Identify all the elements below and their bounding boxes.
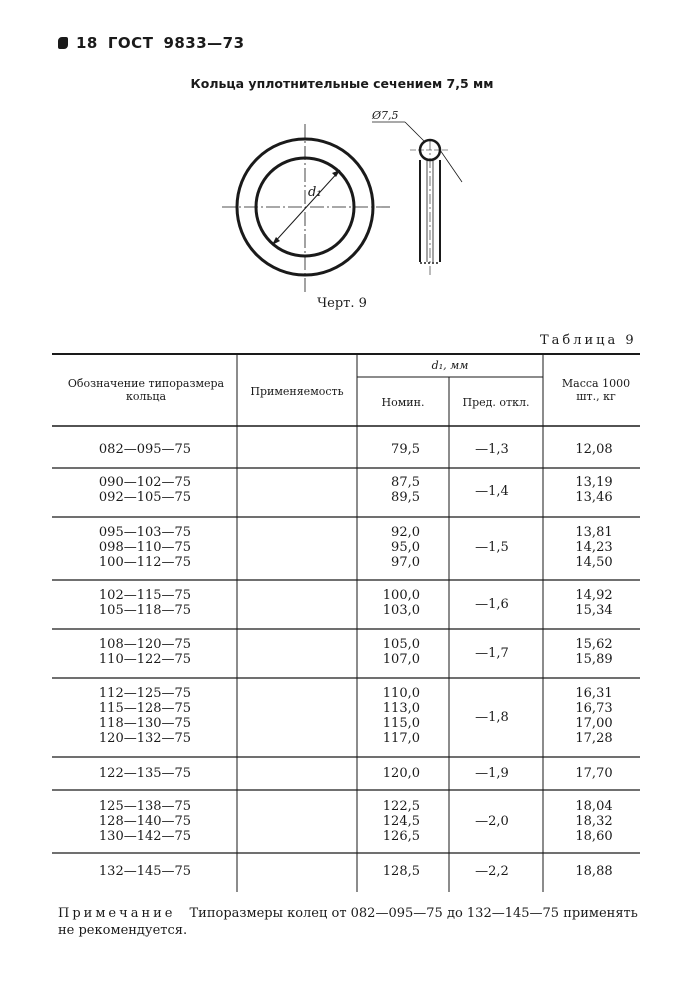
table-title: Таблица 9 bbox=[540, 333, 637, 348]
table-row-designation: 110—122—75 bbox=[98, 652, 192, 667]
table-group-deviation: —2,2 bbox=[475, 864, 509, 879]
table-row-nominal: 105,0 bbox=[382, 637, 420, 652]
table-group-deviation: —1,8 bbox=[475, 710, 509, 725]
table-row-designation: 112—125—75 bbox=[98, 686, 192, 701]
table-row-nominal: 79,5 bbox=[391, 442, 420, 457]
table-row-mass: 18,04 bbox=[575, 799, 613, 814]
table-row-nominal: 128,5 bbox=[382, 864, 420, 879]
table-row-nominal: 110,0 bbox=[382, 686, 420, 701]
table-group-deviation: —1,3 bbox=[475, 442, 509, 457]
header-d1: d₁, мм bbox=[431, 359, 469, 372]
table-row-nominal: 124,5 bbox=[382, 814, 420, 829]
table-row-designation: 090—102—75 bbox=[98, 475, 192, 490]
table-row-designation: 098—110—75 bbox=[98, 540, 192, 555]
table-row-mass: 13,81 bbox=[575, 525, 613, 540]
table-row-mass: 15,89 bbox=[575, 652, 613, 667]
table-row-mass: 16,73 bbox=[575, 701, 613, 716]
table-row-designation: 105—118—75 bbox=[98, 603, 192, 618]
standard-label: ГОСТ bbox=[107, 34, 154, 52]
table-row-mass: 18,88 bbox=[575, 864, 613, 879]
table-row-nominal: 115,0 bbox=[382, 716, 420, 731]
table-row-designation: 102—115—75 bbox=[98, 588, 192, 603]
table-group-deviation: —1,4 bbox=[475, 484, 509, 499]
table-group-deviation: —1,7 bbox=[475, 646, 509, 661]
table-row-nominal: 87,5 bbox=[391, 475, 420, 490]
table-row-nominal: 120,0 bbox=[382, 766, 420, 781]
table-row-mass: 14,50 bbox=[575, 555, 613, 570]
table-row-mass: 14,92 bbox=[575, 588, 613, 603]
table-row-mass: 12,08 bbox=[575, 442, 613, 457]
table-row-designation: 092—105—75 bbox=[98, 490, 192, 505]
header-applicability: Применяемость bbox=[250, 385, 344, 398]
table-row-designation: 122—135—75 bbox=[98, 766, 192, 781]
table-row-designation: 082—095—75 bbox=[98, 442, 192, 457]
table-row-designation: 120—132—75 bbox=[98, 731, 192, 746]
table-note bbox=[58, 905, 648, 939]
table-row-mass: 15,34 bbox=[575, 603, 613, 618]
table-row-nominal: 117,0 bbox=[382, 731, 420, 746]
table-row-designation: 100—112—75 bbox=[98, 555, 192, 570]
table-group-deviation: —1,6 bbox=[475, 597, 509, 612]
figure-caption: Черт. 9 bbox=[317, 296, 367, 311]
table-group-deviation: —1,9 bbox=[475, 766, 509, 781]
table-row-designation: 108—120—75 bbox=[98, 637, 192, 652]
table-row-nominal: 113,0 bbox=[382, 701, 420, 716]
table-group-deviation: —1,5 bbox=[475, 540, 509, 555]
table-row-mass: 18,60 bbox=[575, 829, 613, 844]
table-row-mass: 16,31 bbox=[575, 686, 613, 701]
table-row-designation: 125—138—75 bbox=[98, 799, 192, 814]
section-diameter-label: Ø7,5 bbox=[372, 109, 399, 122]
header-mass: Масса 1000 шт., кг bbox=[561, 377, 631, 403]
header-designation: Обозначение типоразмера кольца bbox=[67, 377, 225, 403]
header-nominal: Номин. bbox=[381, 396, 425, 409]
table-row-nominal: 89,5 bbox=[391, 490, 420, 505]
table-row-designation: 130—142—75 bbox=[98, 829, 192, 844]
table-row-nominal: 100,0 bbox=[382, 588, 420, 603]
page-number: 18 bbox=[76, 34, 98, 52]
table-row-mass: 17,00 bbox=[575, 716, 613, 731]
table-row-nominal: 92,0 bbox=[391, 525, 420, 540]
table-row-designation: 115—128—75 bbox=[98, 701, 192, 716]
table-row-mass: 13,46 bbox=[575, 490, 613, 505]
table-row-nominal: 95,0 bbox=[391, 540, 420, 555]
table-row-designation: 095—103—75 bbox=[98, 525, 192, 540]
figure-title: Кольца уплотнительные сечением 7,5 мм bbox=[190, 76, 494, 91]
note-label: Примечание bbox=[58, 906, 176, 921]
table-row-nominal: 126,5 bbox=[382, 829, 420, 844]
table-row-mass: 17,28 bbox=[575, 731, 613, 746]
table-row-mass: 17,70 bbox=[575, 766, 613, 781]
table-row-nominal: 97,0 bbox=[391, 555, 420, 570]
table-row-mass: 18,32 bbox=[575, 814, 613, 829]
table-row-mass: 14,23 bbox=[575, 540, 613, 555]
table-row-nominal: 122,5 bbox=[382, 799, 420, 814]
table-row-designation: 132—145—75 bbox=[98, 864, 192, 879]
table-row-mass: 13,19 bbox=[575, 475, 613, 490]
note-text: Типоразмеры колец от 082—095—75 до 132—145—75 применять не рекомендуется. bbox=[58, 906, 638, 938]
header-deviation: Пред. откл. bbox=[462, 396, 530, 409]
table-row-nominal: 107,0 bbox=[382, 652, 420, 667]
table-row-nominal: 103,0 bbox=[382, 603, 420, 618]
table-row-designation: 118—130—75 bbox=[98, 716, 192, 731]
standard-number: 9833—73 bbox=[163, 34, 245, 52]
table-group-deviation: —2,0 bbox=[475, 814, 509, 829]
table-row-mass: 15,62 bbox=[575, 637, 613, 652]
diameter-label: d₁ bbox=[308, 185, 322, 200]
table-row-designation: 128—140—75 bbox=[98, 814, 192, 829]
